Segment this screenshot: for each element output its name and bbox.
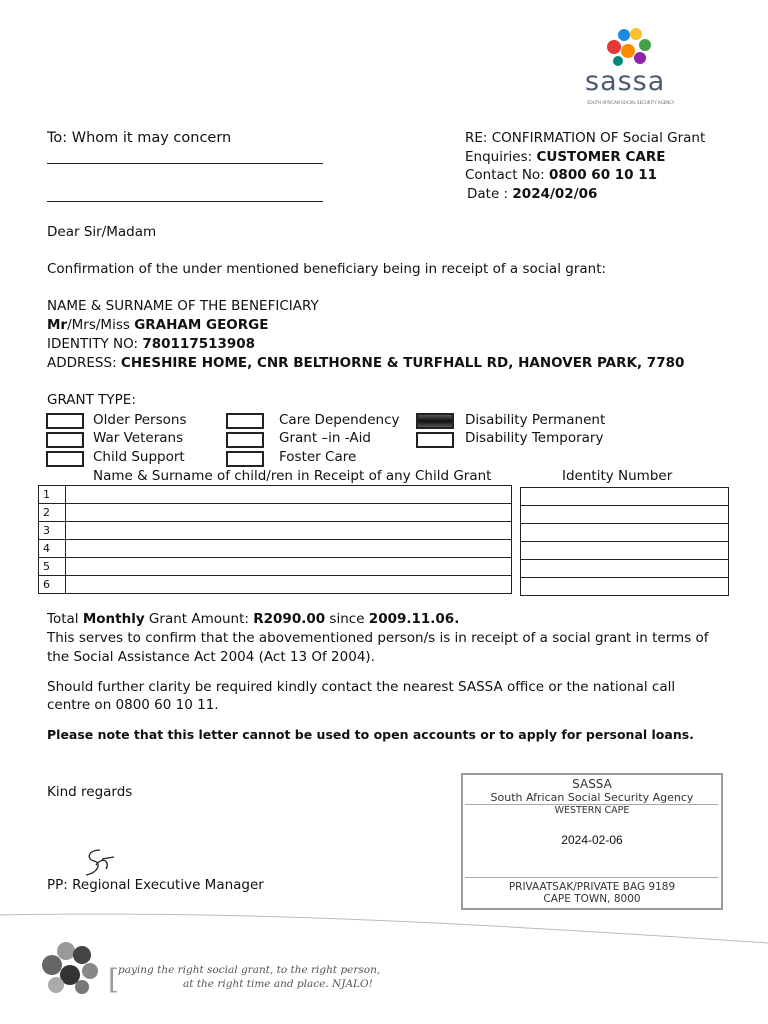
label-war-veterans: War Veterans — [93, 430, 184, 446]
footer-bracket: [ — [108, 963, 119, 996]
table-row — [521, 578, 729, 596]
amount-text-1: Total — [47, 611, 83, 627]
clarity-line-1: Should further clarity be required kindly contact the nearest SASSA office or the national call — [47, 679, 676, 695]
greeting: Dear Sir/Madam — [47, 224, 157, 240]
identity-value: 780117513908 — [142, 336, 256, 352]
date-label: Date : — [467, 186, 509, 202]
table-row — [521, 542, 729, 560]
row-number: 4 — [39, 540, 66, 558]
checkbox-older-persons[interactable] — [46, 413, 84, 429]
footer-line-1: paying the right social grant, to the right person, — [118, 964, 381, 976]
checkbox-war-veterans[interactable] — [46, 432, 84, 448]
date-line — [467, 186, 597, 202]
child-id-cell[interactable] — [521, 488, 729, 506]
amount-text-2: Grant Amount: — [144, 611, 254, 627]
row-number: 1 — [39, 486, 66, 504]
beneficiary-name: GRAHAM GEORGE — [134, 317, 269, 333]
beneficiary-name-line — [47, 317, 268, 333]
children-id-header: Identity Number — [562, 468, 673, 484]
enquiries-label: Enquiries: — [465, 149, 533, 165]
checkbox-foster-care[interactable] — [226, 451, 264, 467]
hands-logo-icon — [602, 25, 654, 71]
contact-value: 0800 60 10 11 — [549, 167, 658, 183]
stamp-address-1: PRIVAATSAK/PRIVATE BAG 9189 — [508, 881, 676, 893]
table-row — [39, 558, 512, 576]
address-line-1 — [47, 163, 323, 164]
address-line — [47, 355, 684, 371]
identity-label: IDENTITY NO: — [47, 336, 139, 352]
date-value: 2024/02/06 — [512, 186, 598, 202]
beneficiary-heading: NAME & SURNAME OF THE BENEFICIARY — [47, 298, 319, 314]
subject-line: RE: CONFIRMATION OF Social Grant — [465, 130, 706, 146]
enquiries-line — [465, 149, 665, 165]
hands-footer-icon — [34, 935, 106, 1001]
enquiries-value: CUSTOMER CARE — [536, 149, 666, 165]
identity-line — [47, 336, 255, 352]
contact-label: Contact No: — [465, 167, 545, 183]
office-stamp — [461, 773, 723, 910]
child-id-cell[interactable] — [521, 542, 729, 560]
row-number: 6 — [39, 576, 66, 594]
title-rest: /Mrs/Miss — [67, 317, 130, 333]
contact-line — [465, 167, 657, 183]
logo-name: sassa — [585, 66, 666, 97]
label-disability-permanent: Disability Permanent — [465, 412, 606, 428]
row-number: 5 — [39, 558, 66, 576]
child-id-cell[interactable] — [521, 524, 729, 542]
row-number: 3 — [39, 522, 66, 540]
stamp-address-2: CAPE TOWN, 8000 — [543, 893, 641, 905]
child-name-cell[interactable] — [66, 486, 512, 504]
table-row — [521, 506, 729, 524]
amount-monthly: Monthly — [82, 611, 145, 627]
stamp-org: SASSA — [572, 777, 612, 791]
table-row — [39, 486, 512, 504]
footer-swoosh — [0, 905, 768, 945]
grant-amount-line — [47, 611, 459, 627]
stamp-date: 2024-02-06 — [561, 833, 623, 847]
amount-value: R2090.00 — [253, 611, 326, 627]
checkbox-disability-temporary[interactable] — [416, 432, 454, 448]
row-number: 2 — [39, 504, 66, 522]
label-grant-in-aid: Grant –in -Aid — [279, 430, 371, 446]
table-row — [39, 576, 512, 594]
child-name-cell[interactable] — [66, 504, 512, 522]
label-disability-temporary: Disability Temporary — [465, 430, 604, 446]
label-foster-care: Foster Care — [279, 449, 357, 465]
child-id-cell[interactable] — [521, 578, 729, 596]
closing: Kind regards — [47, 784, 133, 800]
amount-since-date: 2009.11.06. — [368, 611, 460, 627]
child-name-cell[interactable] — [66, 540, 512, 558]
checkbox-child-support[interactable] — [46, 451, 84, 467]
table-row — [521, 488, 729, 506]
notice-text: Please note that this letter cannot be used to open accounts or to apply for personal loans. — [47, 727, 694, 742]
address-label: ADDRESS: — [47, 355, 117, 371]
table-row — [39, 504, 512, 522]
label-care-dependency: Care Dependency — [279, 412, 400, 428]
recipient: To: Whom it may concern — [47, 130, 232, 146]
footer-line-2: at the right time and place. NJALO! — [183, 978, 373, 990]
child-name-cell[interactable] — [66, 576, 512, 594]
checkbox-care-dependency[interactable] — [226, 413, 264, 429]
title-mr: Mr — [47, 317, 68, 333]
children-name-header: Name & Surname of child/ren in Receipt of any Child Grant — [93, 468, 492, 484]
signer-title: PP: Regional Executive Manager — [47, 877, 264, 893]
grant-type-heading: GRANT TYPE: — [47, 392, 136, 408]
label-child-support: Child Support — [93, 449, 185, 465]
table-row — [39, 522, 512, 540]
child-id-cell[interactable] — [521, 506, 729, 524]
address-line-2 — [47, 201, 323, 202]
stamp-agency: South African Social Security Agency — [490, 791, 694, 804]
table-row — [521, 560, 729, 578]
child-name-cell[interactable] — [66, 522, 512, 540]
clarity-line-2: centre on 0800 60 10 11. — [47, 697, 219, 713]
children-name-table — [38, 485, 512, 594]
checkbox-disability-permanent[interactable] — [416, 413, 454, 429]
amount-text-3: since — [325, 611, 369, 627]
child-name-cell[interactable] — [66, 558, 512, 576]
logo-tagline: SOUTH AFRICAN SOCIAL SECURITY AGENCY — [587, 100, 675, 105]
intro-text: Confirmation of the under mentioned beneficiary being in receipt of a social grant: — [47, 261, 607, 277]
table-row — [39, 540, 512, 558]
address-value: CHESHIRE HOME, CNR BELTHORNE & TURFHALL RD, HANOVER PARK, 7780 — [120, 355, 685, 371]
confirm-line-1: This serves to confirm that the abovementioned person/s is in receipt of a social grant in terms of — [47, 630, 709, 646]
checkbox-grant-in-aid[interactable] — [226, 432, 264, 448]
children-id-table — [520, 487, 729, 596]
signature — [78, 845, 118, 880]
table-row — [521, 524, 729, 542]
stamp-region: WESTERN CAPE — [554, 805, 630, 816]
confirm-line-2: the Social Assistance Act 2004 (Act 13 Of 2004). — [47, 649, 375, 665]
child-id-cell[interactable] — [521, 560, 729, 578]
label-older-persons: Older Persons — [93, 412, 187, 428]
